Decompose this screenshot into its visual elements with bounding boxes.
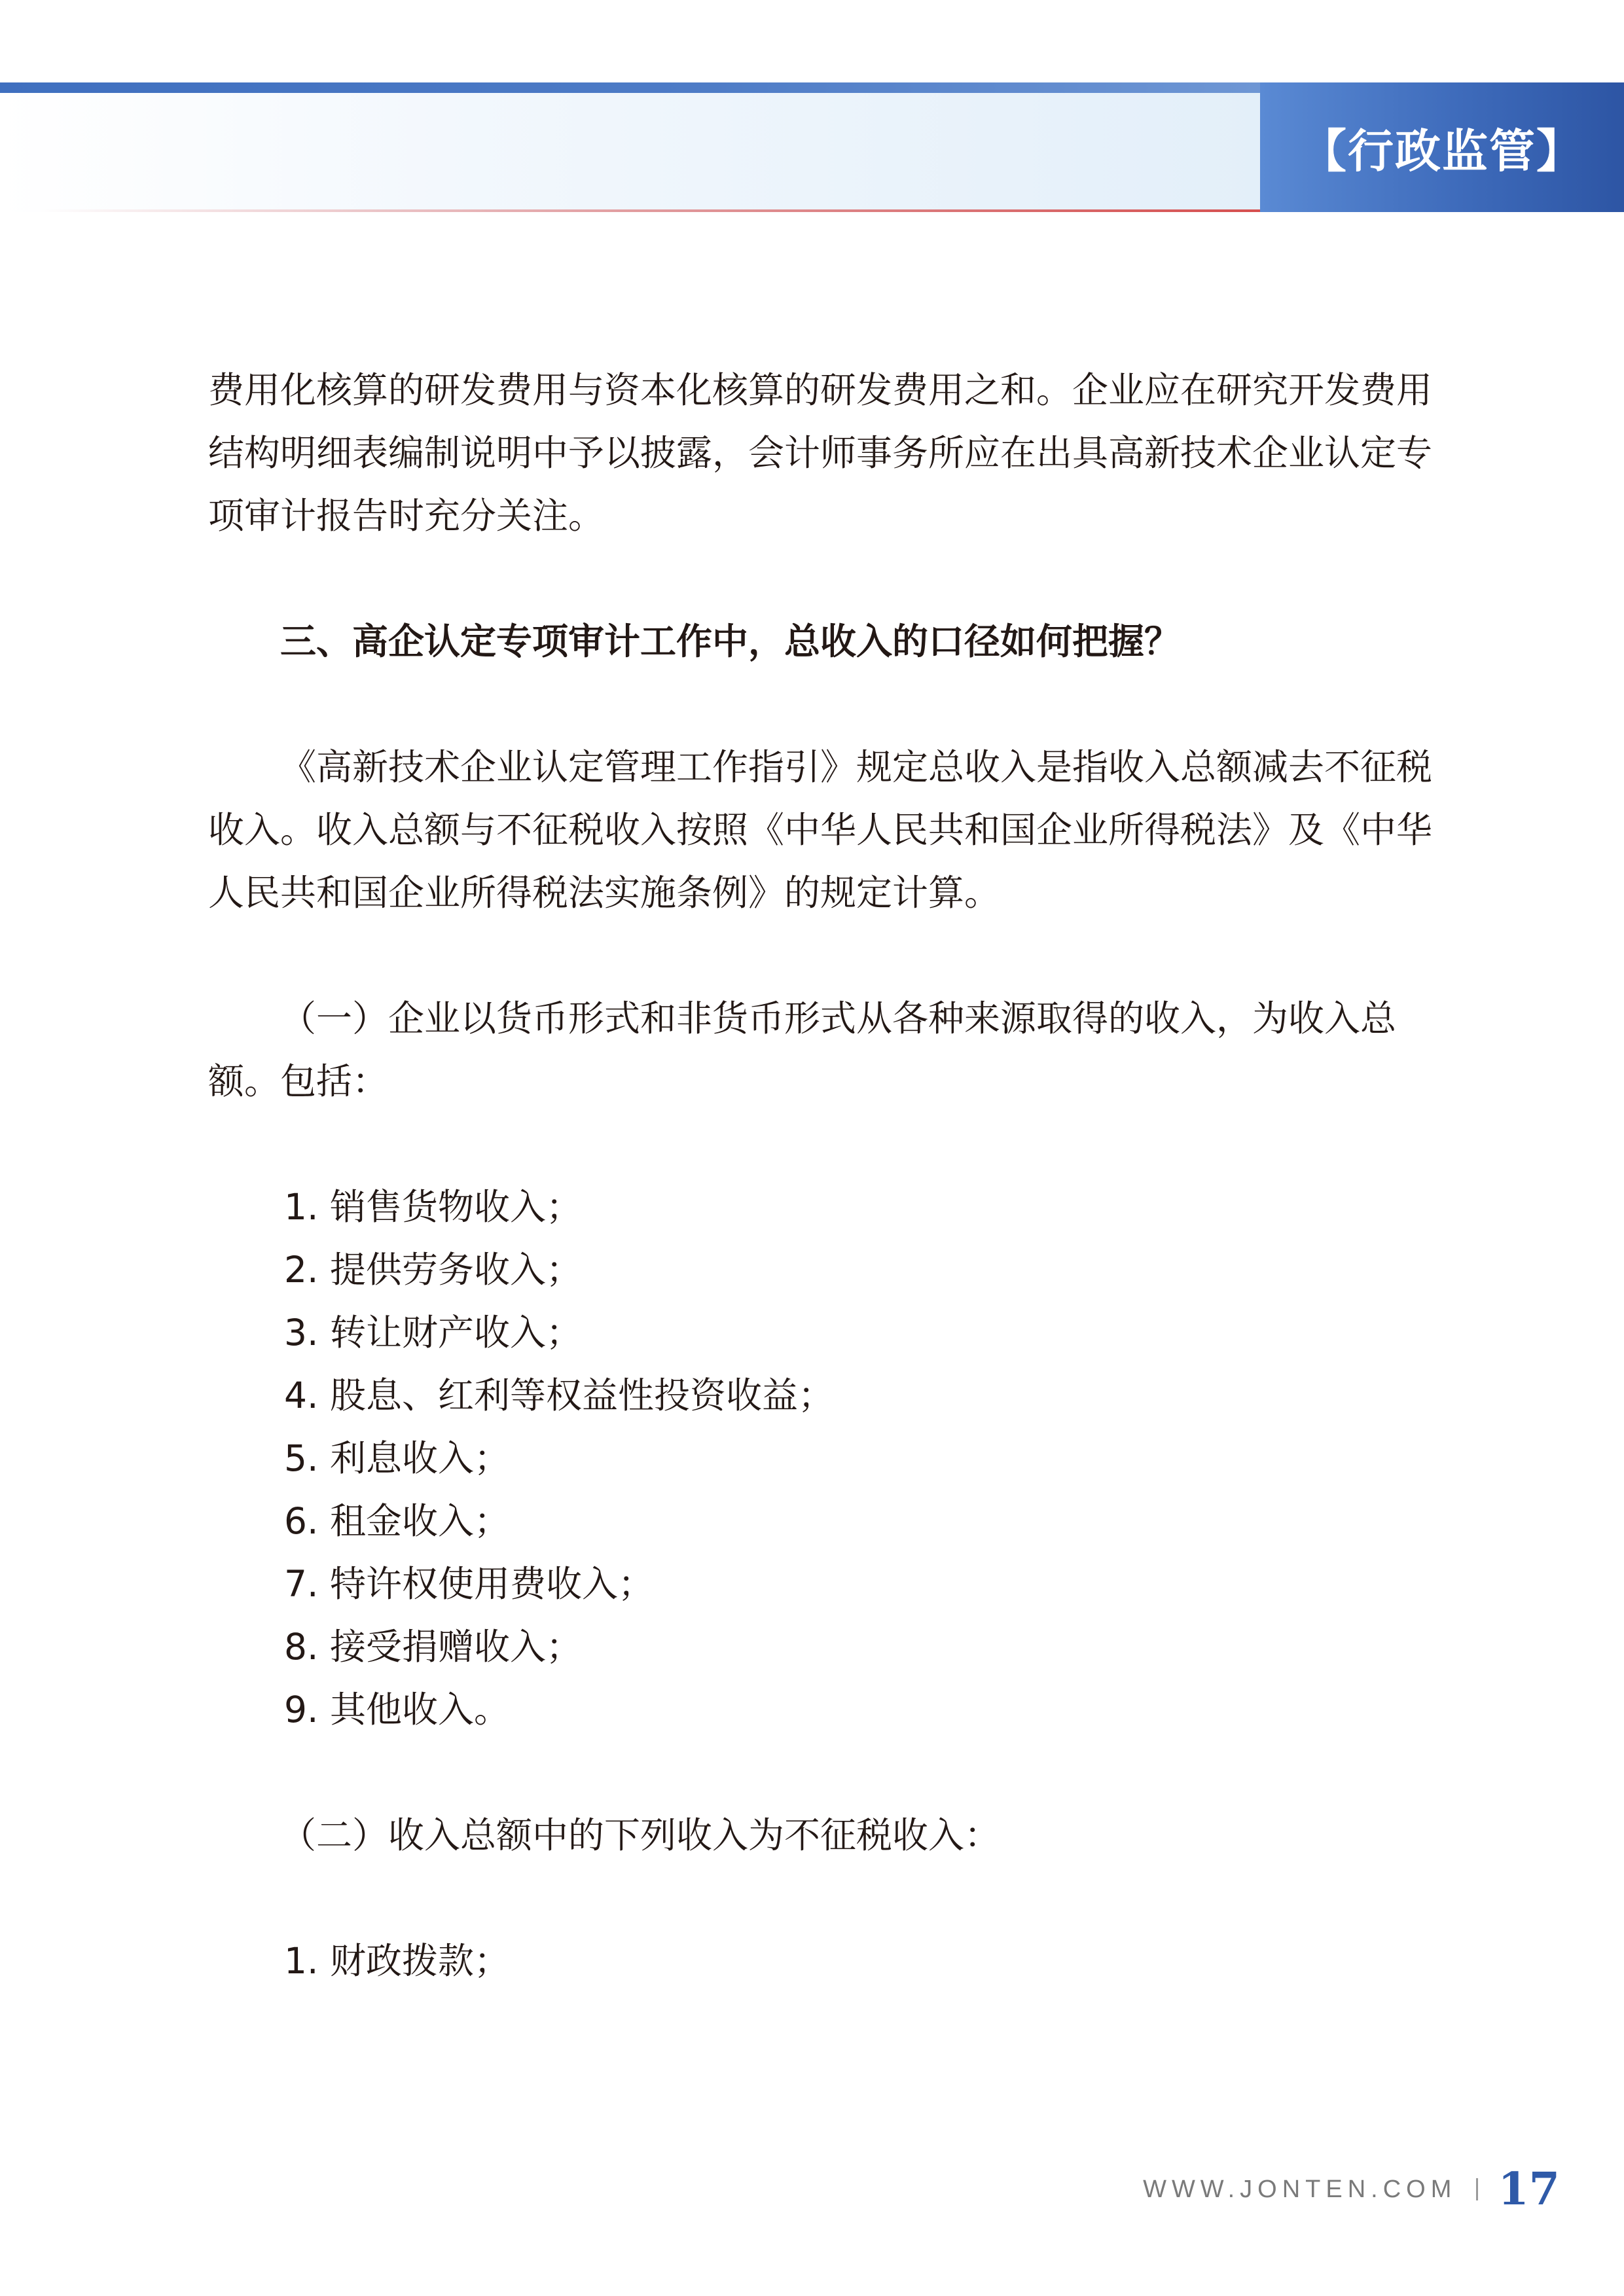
header-top-line (0, 82, 1260, 93)
list-item: 2. 提供劳务收入； (284, 1249, 582, 1291)
income-list (208, 1175, 1432, 1741)
subsection-income-total: （一）企业以货币形式和非货币形式从各种来源取得的收入，为收入总额。包括： (208, 997, 1397, 1102)
page-content (208, 359, 1432, 1992)
footer-divider (1476, 2178, 1478, 2200)
list-item: 4. 股息、红利等权益性投资收益； (284, 1374, 834, 1416)
subsection-non-taxable: （二）收入总额中的下列收入为不征税收入： (280, 1814, 1001, 1856)
page-number: 17 (1498, 2163, 1560, 2215)
paragraph-total-income: 《高新技术企业认定管理工作指引》规定总收入是指收入总额减去不征税收入。收入总额与不征税收入按照《中华人民共和国企业所得税法》及《中华人民共和国企业所得税法实施条例》的规定计算。 (208, 746, 1433, 914)
section-label: 【行政监管】 (1260, 82, 1624, 212)
list-item: 8. 接受捐赠收入； (284, 1626, 582, 1668)
list-item: 3. 转让财产收入； (284, 1312, 582, 1354)
header-underline (39, 209, 1260, 212)
list-item: 5. 利息收入； (284, 1437, 510, 1479)
non-taxable-list (208, 1929, 1432, 1992)
header-band (0, 93, 1260, 212)
list-item: 1. 财政拨款； (284, 1940, 510, 1982)
section-heading: 三、高企认定专项审计工作中，总收入的口径如何把握？ (280, 620, 1181, 662)
page-footer (1143, 2160, 1560, 2219)
paragraph-continuation: 费用化核算的研发费用与资本化核算的研发费用之和。企业应在研究开发费用结构明细表编制说明中予以披露，会计师事务所应在出具高新技术企业认定专项审计报告时充分关注。 (208, 369, 1433, 537)
list-item: 7. 特许权使用费收入； (284, 1563, 654, 1605)
list-item: 9. 其他收入。 (284, 1689, 510, 1731)
list-item: 6. 租金收入； (284, 1500, 510, 1542)
footer-url: WWW.JONTEN.COM (1143, 2175, 1457, 2203)
list-item: 1. 销售货物收入； (284, 1186, 582, 1228)
